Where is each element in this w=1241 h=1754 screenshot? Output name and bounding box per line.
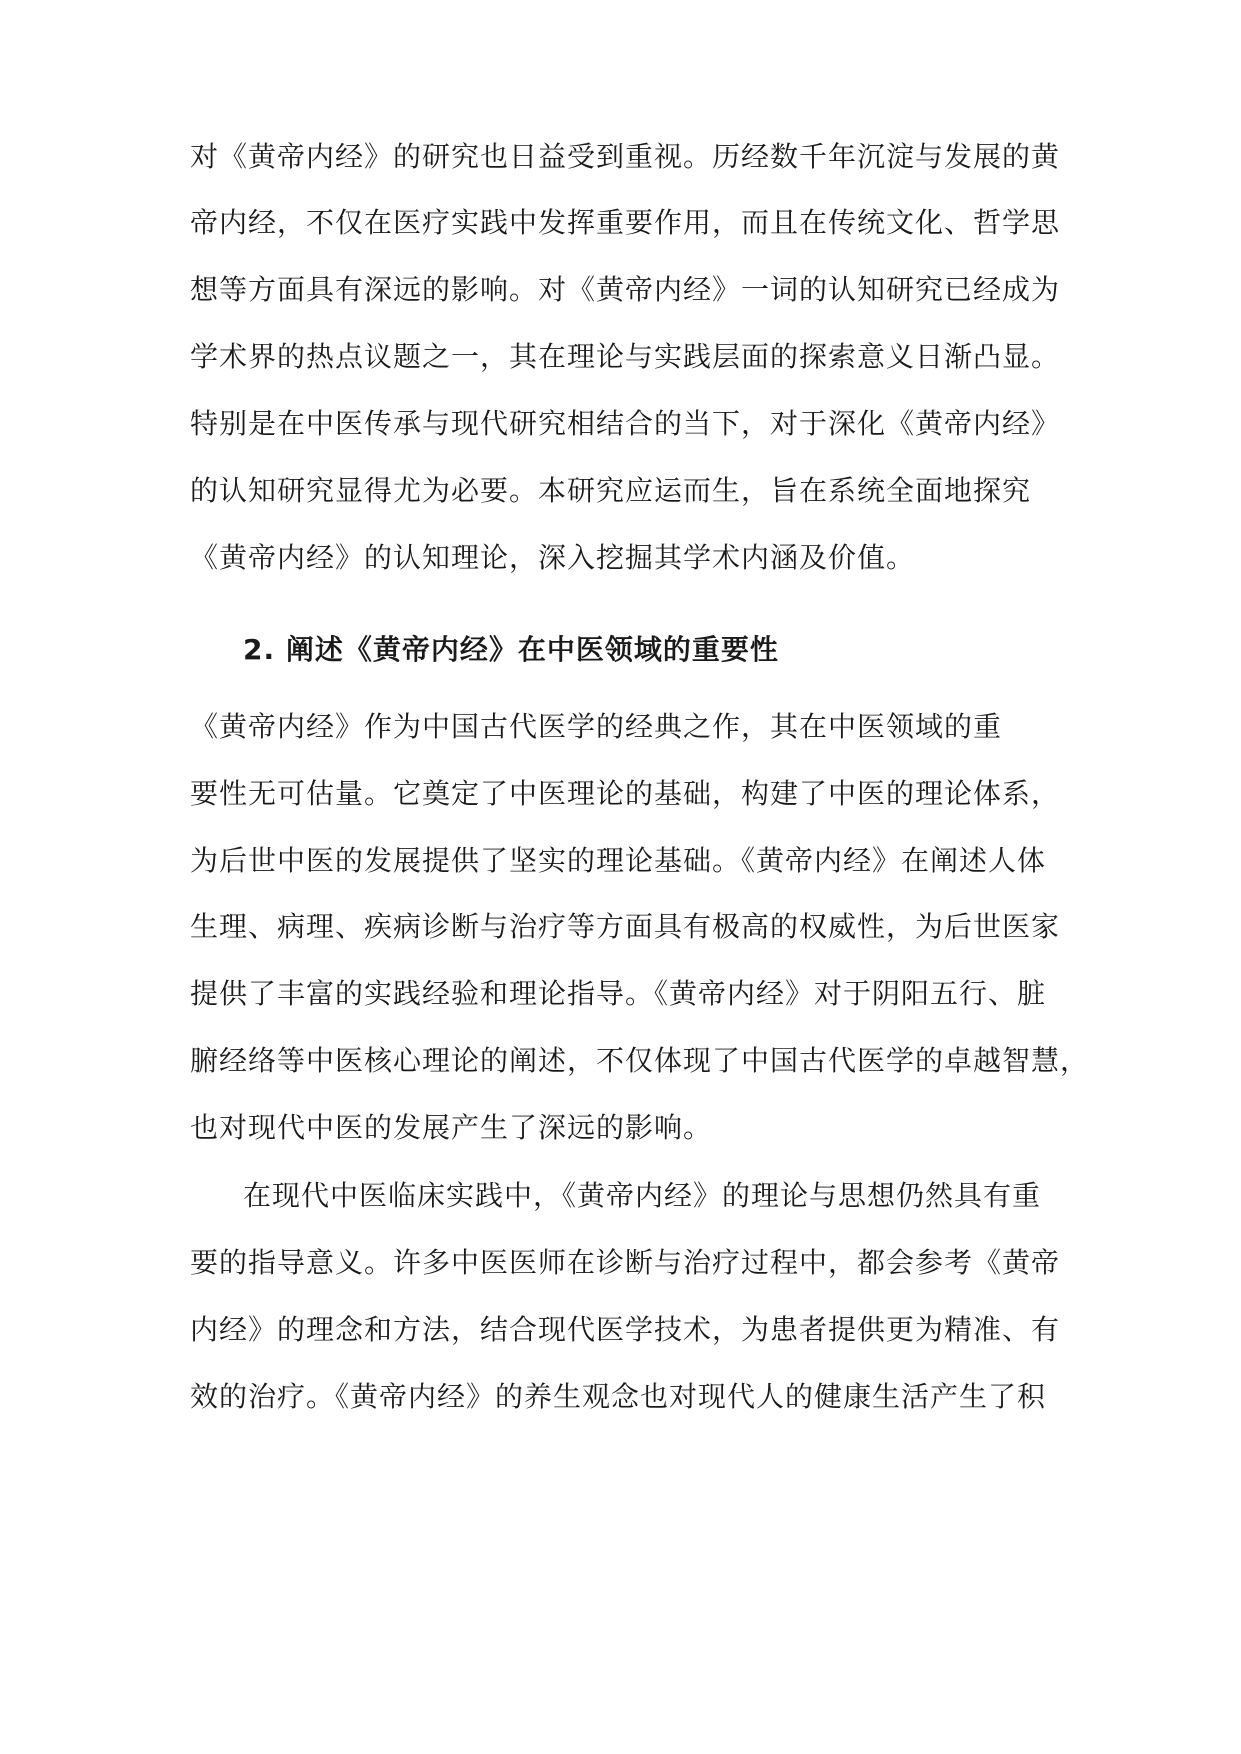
- text-line: 要性无可估量。它奠定了中医理论的基础，构建了中医的理论体系，: [190, 777, 1061, 810]
- text-line: 腑经络等中医核心理论的阐述，不仅体现了中国古代医学的卓越智慧，: [190, 1044, 1090, 1077]
- text-line: 《黄帝内经》作为中国古代医学的经典之作，其在中医领域的重: [190, 710, 1003, 743]
- text-line: 生理、病理、疾病诊断与治疗等方面具有极高的权威性，为后世医家: [190, 910, 1061, 943]
- text-line: 想等方面具有深远的影响。对《黄帝内经》一词的认知研究已经成为: [190, 273, 1061, 306]
- text-line: 学术界的热点议题之一，其在理论与实践层面的探索意义日渐凸显。: [190, 340, 1061, 373]
- text-line: 在现代中医临床实践中，《黄帝内经》的理论与思想仍然具有重: [243, 1179, 1042, 1212]
- text-line: 要的指导意义。许多中医医师在诊断与治疗过程中，都会参考《黄帝: [190, 1246, 1061, 1279]
- text-line: 对《黄帝内经》的研究也日益受到重视。历经数千年沉淀与发展的黄: [190, 140, 1061, 173]
- text-line: 《黄帝内经》的认知理论，深入挖掘其学术内涵及价值。: [190, 541, 916, 574]
- text-line: 也对现代中医的发展产生了深远的影响。: [190, 1111, 713, 1144]
- section-heading: 2. 阐述《黄帝内经》在中医领域的重要性: [243, 633, 779, 666]
- text-line: 内经》的理念和方法，结合现代医学技术，为患者提供更为精准、有: [190, 1313, 1061, 1346]
- text-line: 效的治疗。《黄帝内经》的养生观念也对现代人的健康生活产生了积: [190, 1380, 1047, 1413]
- text-line: 帝内经，不仅在医疗实践中发挥重要作用，而且在传统文化、哲学思: [190, 206, 1061, 239]
- text-line: 为后世中医的发展提供了坚实的理论基础。《黄帝内经》在阐述人体: [190, 844, 1047, 877]
- text-line: 提供了丰富的实践经验和理论指导。《黄帝内经》对于阴阳五行、脏: [190, 977, 1047, 1010]
- text-line: 的认知研究显得尤为必要。本研究应运而生，旨在系统全面地探究: [190, 474, 1032, 507]
- text-line: 特别是在中医传承与现代研究相结合的当下，对于深化《黄帝内经》: [190, 407, 1061, 440]
